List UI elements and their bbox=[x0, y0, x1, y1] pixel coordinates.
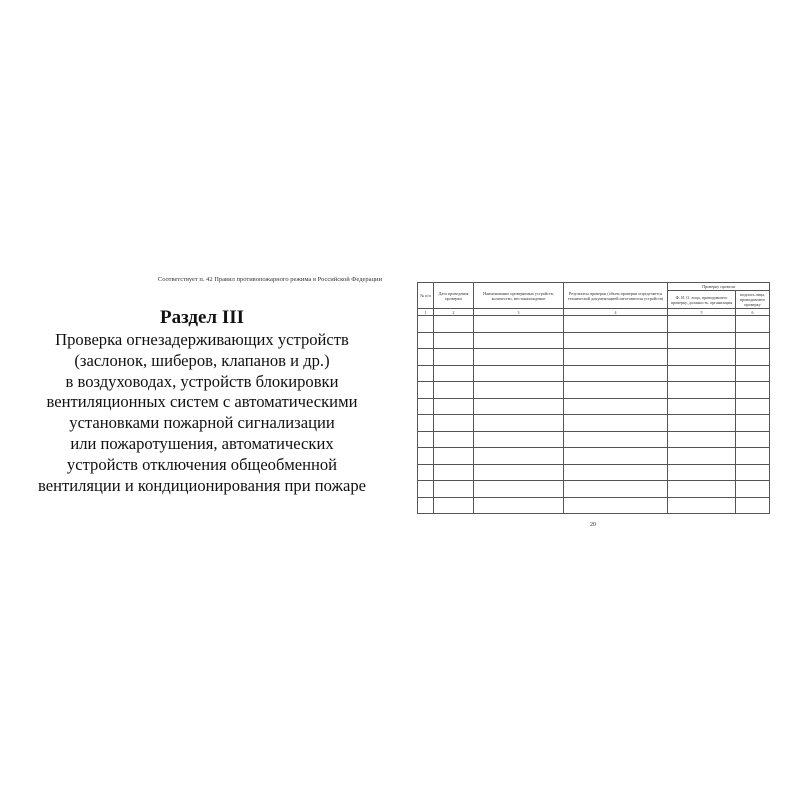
section-title: Раздел III bbox=[159, 307, 245, 328]
table-cell bbox=[418, 398, 434, 415]
table-row bbox=[418, 415, 770, 432]
table-cell bbox=[418, 415, 434, 432]
table-cell bbox=[434, 332, 474, 349]
subtitle-line: установками пожарной сигнализации bbox=[69, 413, 335, 433]
table-cell bbox=[668, 382, 736, 399]
table-row bbox=[418, 398, 770, 415]
inspection-log-table bbox=[417, 282, 770, 514]
table-cell bbox=[418, 464, 434, 481]
table-cell bbox=[474, 464, 564, 481]
table-cell bbox=[418, 365, 434, 382]
table-cell bbox=[564, 431, 668, 448]
table-cell bbox=[736, 349, 770, 366]
table-cell bbox=[564, 481, 668, 498]
table-cell bbox=[418, 497, 434, 514]
table-cell bbox=[564, 332, 668, 349]
column-number: 2 bbox=[434, 309, 474, 316]
table-cell bbox=[564, 464, 668, 481]
table-row bbox=[418, 481, 770, 498]
table-cell bbox=[474, 431, 564, 448]
header-inspected-by: Проверку провели bbox=[668, 283, 770, 291]
table-cell bbox=[434, 398, 474, 415]
table-cell bbox=[736, 365, 770, 382]
table-row bbox=[418, 431, 770, 448]
table-row bbox=[418, 382, 770, 399]
header-results: Результаты проверки (объем проверки определяется технической документацией изготовителя устройств) bbox=[564, 283, 668, 309]
table-cell bbox=[736, 431, 770, 448]
table-cell bbox=[434, 464, 474, 481]
subtitle-line: в воздуховодах, устройств блокировки bbox=[65, 371, 339, 391]
table-cell bbox=[736, 316, 770, 333]
table-cell bbox=[418, 316, 434, 333]
table-row bbox=[418, 464, 770, 481]
table-cell bbox=[668, 481, 736, 498]
subtitle-line: Проверка огнезадерживающих устройств bbox=[55, 330, 349, 349]
table-cell bbox=[564, 398, 668, 415]
subtitle-line: вентиляции и кондиционирования при пожаре bbox=[38, 475, 366, 495]
table-cell bbox=[418, 332, 434, 349]
table-cell bbox=[668, 448, 736, 465]
table-cell bbox=[564, 382, 668, 399]
table-cell bbox=[434, 382, 474, 399]
header-device: Наименование проверяемых устройств, количество, местонахождение bbox=[474, 283, 564, 309]
table-cell bbox=[668, 365, 736, 382]
table-cell bbox=[564, 349, 668, 366]
column-number-row bbox=[418, 309, 770, 316]
header-date: Дата проведения проверки bbox=[434, 283, 474, 309]
table-cell bbox=[668, 497, 736, 514]
table-cell bbox=[736, 398, 770, 415]
table-cell bbox=[474, 349, 564, 366]
table-cell bbox=[668, 349, 736, 366]
table-cell bbox=[434, 448, 474, 465]
table-cell bbox=[474, 382, 564, 399]
table-row bbox=[418, 497, 770, 514]
table-cell bbox=[736, 415, 770, 432]
table-cell bbox=[564, 448, 668, 465]
table-cell bbox=[434, 415, 474, 432]
table-cell bbox=[418, 349, 434, 366]
table-cell bbox=[434, 349, 474, 366]
table-cell bbox=[736, 481, 770, 498]
header-person: Ф. И. О. лица, проводившего проверку, должность, организация bbox=[668, 291, 736, 309]
table-cell bbox=[474, 448, 564, 465]
table-cell bbox=[434, 497, 474, 514]
table-cell bbox=[418, 382, 434, 399]
subtitle-line: вентиляционных систем с автоматическими bbox=[46, 392, 358, 412]
table-cell bbox=[668, 316, 736, 333]
table-cell bbox=[434, 481, 474, 498]
table-cell bbox=[418, 448, 434, 465]
table-cell bbox=[736, 464, 770, 481]
table-cell bbox=[736, 448, 770, 465]
header-signature: подпись лица, проводившего проверку bbox=[736, 291, 770, 309]
page-number: 20 bbox=[590, 522, 596, 528]
compliance-note: Соответствует п. 42 Правил противопожарного режима в Российской Федерации bbox=[157, 276, 382, 283]
section-subtitle bbox=[18, 330, 386, 496]
table-cell bbox=[668, 464, 736, 481]
table-cell bbox=[418, 431, 434, 448]
table-cell bbox=[418, 481, 434, 498]
table-cell bbox=[564, 415, 668, 432]
table-cell bbox=[434, 365, 474, 382]
table-cell bbox=[434, 316, 474, 333]
table-cell bbox=[474, 398, 564, 415]
table-cell bbox=[668, 332, 736, 349]
header-row bbox=[418, 283, 770, 291]
table-cell bbox=[474, 332, 564, 349]
subtitle-line: (заслонок, шиберов, клапанов и др.) bbox=[74, 350, 330, 370]
table-cell bbox=[474, 497, 564, 514]
table-cell bbox=[564, 365, 668, 382]
table-cell bbox=[434, 431, 474, 448]
table-cell bbox=[564, 497, 668, 514]
table-cell bbox=[736, 497, 770, 514]
subtitle-line: устройств отключения общеобменной bbox=[66, 454, 338, 474]
table-cell bbox=[736, 382, 770, 399]
table-cell bbox=[474, 365, 564, 382]
table-row bbox=[418, 332, 770, 349]
column-number: 5 bbox=[668, 309, 736, 316]
table-row bbox=[418, 349, 770, 366]
table-cell bbox=[474, 415, 564, 432]
left-page bbox=[18, 276, 386, 496]
subtitle-line: или пожаротушения, автоматических bbox=[70, 433, 334, 453]
table-cell bbox=[668, 398, 736, 415]
header-num: № п/п bbox=[418, 283, 434, 309]
table-cell bbox=[668, 431, 736, 448]
table-row bbox=[418, 448, 770, 465]
right-page bbox=[417, 282, 769, 528]
table-row bbox=[418, 365, 770, 382]
table-cell bbox=[736, 332, 770, 349]
column-number: 3 bbox=[474, 309, 564, 316]
table-row bbox=[418, 316, 770, 333]
table-cell bbox=[474, 481, 564, 498]
column-number: 6 bbox=[736, 309, 770, 316]
table-cell bbox=[564, 316, 668, 333]
column-number: 4 bbox=[564, 309, 668, 316]
table-cell bbox=[474, 316, 564, 333]
table-cell bbox=[668, 415, 736, 432]
column-number: 1 bbox=[418, 309, 434, 316]
